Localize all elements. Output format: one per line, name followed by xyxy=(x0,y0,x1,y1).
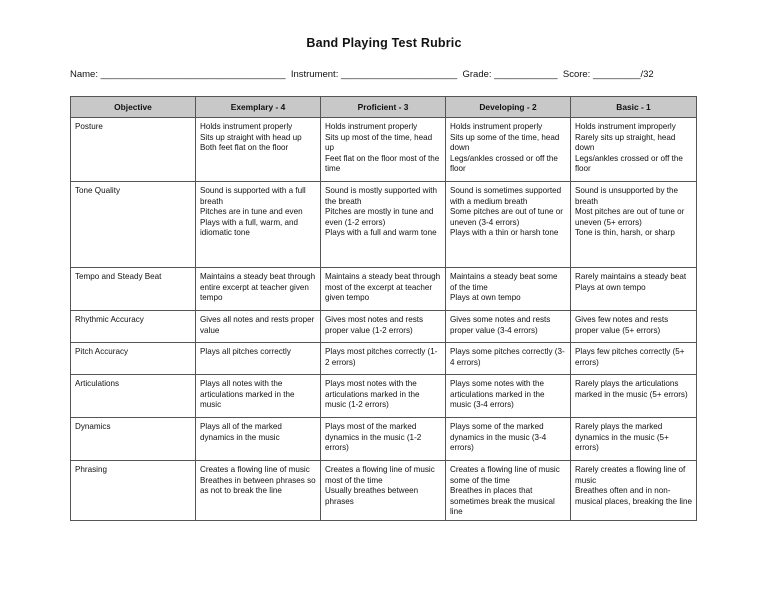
rubric-body xyxy=(71,118,697,521)
exemplary-cell xyxy=(196,343,321,375)
objective-cell: Phrasing xyxy=(71,461,196,521)
criterion-line: Rarely creates a flowing line of music xyxy=(575,465,686,485)
criterion-line: Creates a flowing line of music most of the time xyxy=(325,465,435,485)
criterion-line: Plays some notes with the articulations marked in the music (3-4 errors) xyxy=(450,379,545,410)
criterion-line: Plays with a full and warm tone xyxy=(325,228,437,238)
developing-cell xyxy=(446,118,571,182)
criterion-line: Maintains a steady beat through entire excerpt at teacher given tempo xyxy=(200,272,316,303)
criterion-line: Maintains a steady beat through most of the excerpt at teacher given tempo xyxy=(325,272,441,303)
criterion-line: Creates a flowing line of music xyxy=(200,465,310,474)
criterion-line: Creates a flowing line of music some of the time xyxy=(450,465,560,485)
criterion-line: Holds instrument improperly xyxy=(575,122,676,131)
page-title: Band Playing Test Rubric xyxy=(306,36,462,50)
basic-cell xyxy=(571,375,697,418)
header-developing: Developing - 2 xyxy=(446,97,571,118)
exemplary-cell xyxy=(196,311,321,343)
rubric-row xyxy=(71,461,697,521)
criterion-line: Usually breathes between phrases xyxy=(325,486,419,506)
criterion-line: Rarely plays the articulations marked in the music (5+ errors) xyxy=(575,379,688,399)
objective-cell: Rhythmic Accuracy xyxy=(71,311,196,343)
header-objective: Objective xyxy=(71,97,196,118)
criterion-line: Gives all notes and rests proper value xyxy=(200,315,315,335)
exemplary-cell xyxy=(196,268,321,311)
criterion-line: Sits up some of the time, head down xyxy=(450,132,560,153)
rubric-table xyxy=(70,96,697,521)
basic-cell xyxy=(571,311,697,343)
criterion-line: Pitches are in tune and even xyxy=(200,207,303,217)
rubric-row xyxy=(71,343,697,375)
criterion-line: Sound is unsupported by the breath xyxy=(575,186,679,206)
basic-cell xyxy=(571,418,697,461)
criterion-line: Sits up straight with head up xyxy=(200,132,302,142)
criterion-line: Gives few notes and rests proper value (5+ errors) xyxy=(575,315,669,335)
criterion-line: Plays at own tempo xyxy=(575,282,646,292)
developing-cell xyxy=(446,182,571,268)
criterion-line: Plays most of the marked dynamics in the music (1-2 errors) xyxy=(325,422,422,453)
criterion-line: Holds instrument properly xyxy=(325,122,418,131)
criterion-line: Plays with a full, warm, and idiomatic tone xyxy=(200,217,299,238)
criterion-line: Both feet flat on the floor xyxy=(200,143,289,153)
criterion-line: Rarely maintains a steady beat xyxy=(575,272,687,281)
rubric-row xyxy=(71,311,697,343)
criterion-line: Plays all pitches correctly xyxy=(200,347,291,356)
proficient-cell xyxy=(321,268,446,311)
objective-cell: Tone Quality xyxy=(71,182,196,268)
proficient-cell xyxy=(321,375,446,418)
basic-cell xyxy=(571,343,697,375)
developing-cell xyxy=(446,461,571,521)
criterion-line: Rarely sits up straight, head down xyxy=(575,132,676,153)
rubric-row xyxy=(71,375,697,418)
rubric-row xyxy=(71,268,697,311)
basic-cell xyxy=(571,118,697,182)
criterion-line: Legs/ankles crossed or off the floor xyxy=(450,153,558,174)
criterion-line: Holds instrument properly xyxy=(200,122,293,131)
proficient-cell xyxy=(321,343,446,375)
criterion-line: Plays some of the marked dynamics in the music (3-4 errors) xyxy=(450,422,547,453)
header-proficient: Proficient - 3 xyxy=(321,97,446,118)
basic-cell xyxy=(571,182,697,268)
exemplary-cell xyxy=(196,461,321,521)
criterion-line: Plays with a thin or harsh tone xyxy=(450,228,559,238)
criterion-line: Pitches are mostly in tune and even (1-2 errors) xyxy=(325,207,434,227)
criterion-line: Sound is sometimes supported with a medium breath xyxy=(450,186,562,206)
criterion-line: Breathes in places that sometimes break the musical line xyxy=(450,486,555,517)
proficient-cell xyxy=(321,461,446,521)
criterion-line: Breathes in between phrases so as not to break the line xyxy=(200,475,316,496)
proficient-cell xyxy=(321,182,446,268)
criterion-line: Feet flat on the floor most of the time xyxy=(325,153,440,174)
criterion-line: Legs/ankles crossed or off the floor xyxy=(575,153,683,174)
proficient-cell xyxy=(321,311,446,343)
criterion-line: Breathes often and in non-musical places, breaking the line xyxy=(575,486,692,506)
exemplary-cell xyxy=(196,182,321,268)
proficient-cell xyxy=(321,118,446,182)
criterion-line: Most pitches are out of tune or uneven (5+ errors) xyxy=(575,207,685,227)
criterion-line: Rarely plays the marked dynamics in the music (5+ errors) xyxy=(575,422,669,453)
rubric-header-row xyxy=(71,97,697,118)
developing-cell xyxy=(446,375,571,418)
objective-cell: Dynamics xyxy=(71,418,196,461)
criterion-line: Holds instrument properly xyxy=(450,122,543,131)
criterion-line: Some pitches are out of tune or uneven (3-4 errors) xyxy=(450,207,563,227)
criterion-line: Plays all notes with the articulations marked in the music xyxy=(200,379,295,410)
criterion-line: Plays few pitches correctly (5+ errors) xyxy=(575,347,685,367)
developing-cell xyxy=(446,268,571,311)
objective-cell: Tempo and Steady Beat xyxy=(71,268,196,311)
developing-cell xyxy=(446,418,571,461)
criterion-line: Sound is supported with a full breath xyxy=(200,186,306,206)
criterion-line: Maintains a steady beat some of the time xyxy=(450,272,558,292)
rubric-row xyxy=(71,418,697,461)
basic-cell xyxy=(571,461,697,521)
rubric-row xyxy=(71,182,697,268)
criterion-line: Tone is thin, harsh, or sharp xyxy=(575,228,675,238)
objective-cell: Posture xyxy=(71,118,196,182)
rubric-row xyxy=(71,118,697,182)
criterion-line: Plays most pitches correctly (1-2 errors) xyxy=(325,347,438,367)
criterion-line: Plays at own tempo xyxy=(450,293,521,303)
objective-cell: Articulations xyxy=(71,375,196,418)
objective-cell: Pitch Accuracy xyxy=(71,343,196,375)
criterion-line: Plays some pitches correctly (3-4 errors) xyxy=(450,347,565,367)
criterion-line: Plays all of the marked dynamics in the music xyxy=(200,422,282,442)
criterion-line: Sits up most of the time, head up xyxy=(325,132,433,153)
exemplary-cell xyxy=(196,118,321,182)
exemplary-cell xyxy=(196,418,321,461)
basic-cell xyxy=(571,268,697,311)
proficient-cell xyxy=(321,418,446,461)
student-info-line: Name: ___________________________________ Instrument: ______________________ Grade: ____________ Score: _________/32 xyxy=(70,69,654,80)
header-basic: Basic - 1 xyxy=(571,97,697,118)
criterion-line: Gives some notes and rests proper value (3-4 errors) xyxy=(450,315,551,335)
criterion-line: Sound is mostly supported with the breath xyxy=(325,186,438,206)
developing-cell xyxy=(446,311,571,343)
criterion-line: Gives most notes and rests proper value (1-2 errors) xyxy=(325,315,424,335)
criterion-line: Plays most notes with the articulations marked in the music (1-2 errors) xyxy=(325,379,420,410)
exemplary-cell xyxy=(196,375,321,418)
developing-cell xyxy=(446,343,571,375)
header-exemplary: Exemplary - 4 xyxy=(196,97,321,118)
